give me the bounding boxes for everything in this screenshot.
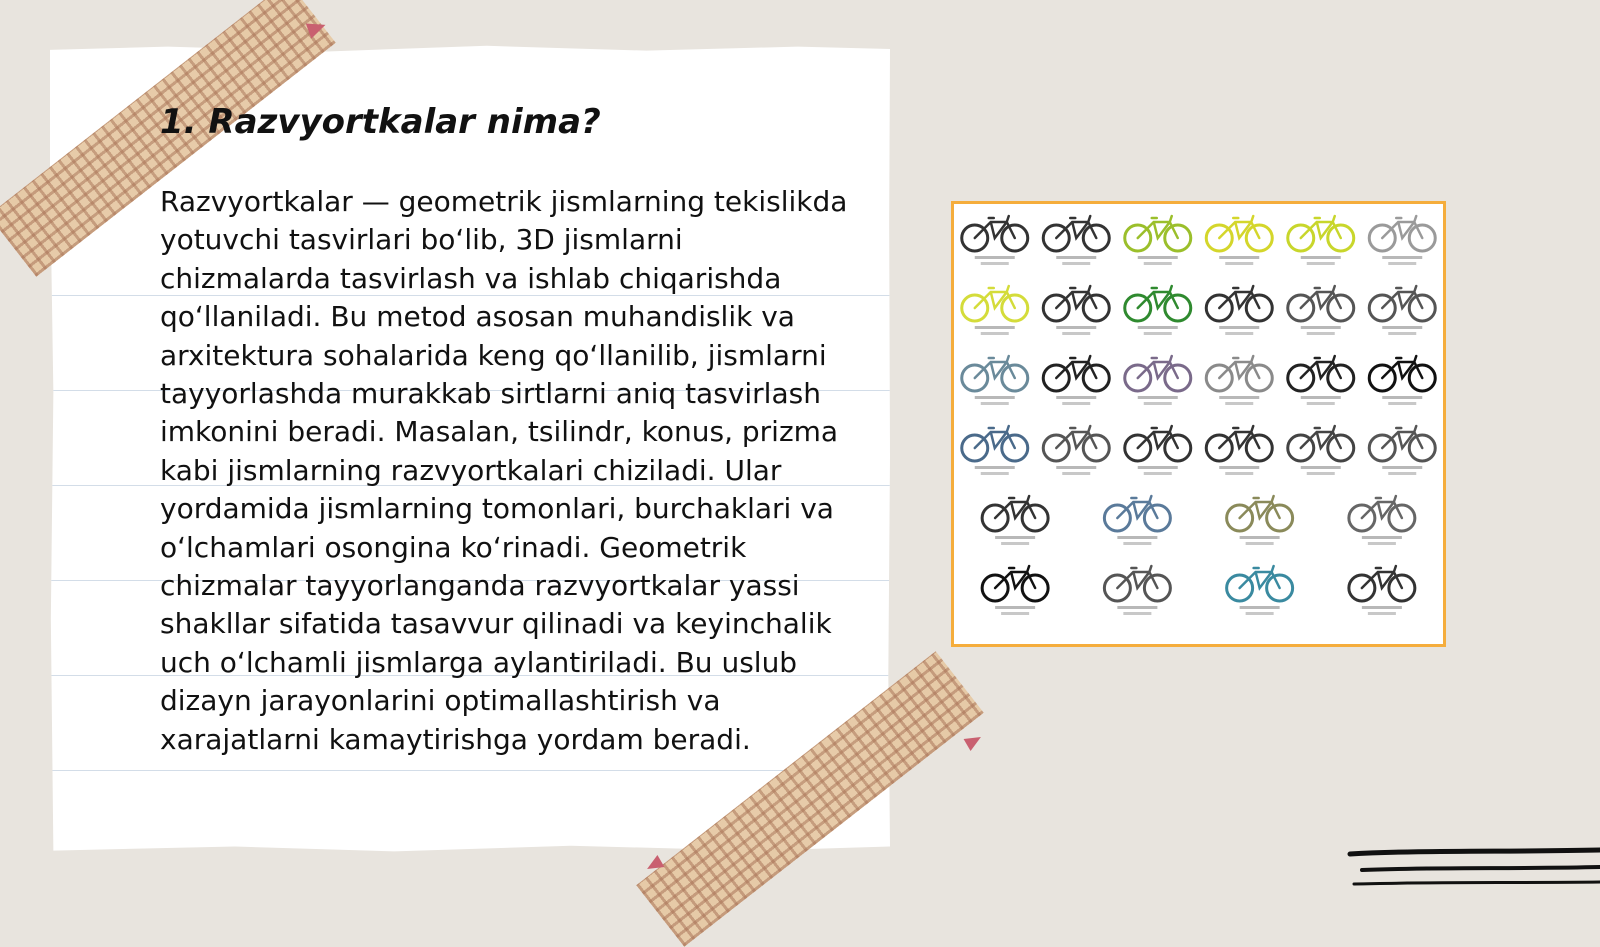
caption-mark xyxy=(975,326,1015,329)
caption-mark xyxy=(1388,472,1416,475)
bicycle-icon xyxy=(1369,426,1435,475)
bicycle-icon xyxy=(1125,356,1191,405)
caption-mark xyxy=(975,466,1015,469)
bicycle-icon xyxy=(1125,426,1191,475)
bicycle-icon xyxy=(1288,426,1354,475)
caption-mark xyxy=(975,396,1015,399)
caption-mark xyxy=(981,262,1009,265)
caption-mark xyxy=(1382,466,1422,469)
bicycle-icon xyxy=(1206,356,1272,405)
bicycle-icon xyxy=(1043,216,1109,265)
caption-mark xyxy=(1056,466,1096,469)
caption-mark xyxy=(1362,606,1402,609)
bicycle-icon xyxy=(1288,286,1354,335)
caption-mark xyxy=(1123,612,1151,615)
caption-mark xyxy=(1144,402,1172,405)
bicycle-icon xyxy=(1288,356,1354,405)
caption-mark xyxy=(1144,332,1172,335)
caption-mark xyxy=(1062,402,1090,405)
caption-mark xyxy=(1240,606,1280,609)
caption-mark xyxy=(1382,256,1422,259)
caption-mark xyxy=(1246,612,1274,615)
caption-mark xyxy=(1138,396,1178,399)
caption-mark xyxy=(1307,472,1335,475)
bicycle-icon xyxy=(1104,566,1170,615)
bicycle-icon xyxy=(1206,426,1272,475)
bicycle-icon xyxy=(962,356,1028,405)
caption-mark xyxy=(1056,256,1096,259)
caption-mark xyxy=(1388,262,1416,265)
caption-mark xyxy=(1117,536,1157,539)
caption-mark xyxy=(1225,402,1253,405)
pin-marker-bottom xyxy=(964,731,985,751)
caption-mark xyxy=(1307,332,1335,335)
caption-mark xyxy=(1062,472,1090,475)
caption-mark xyxy=(1388,402,1416,405)
slide-title: 1. Razvyortkalar nima? xyxy=(160,102,601,142)
caption-mark xyxy=(1301,326,1341,329)
caption-mark xyxy=(1001,542,1029,545)
caption-mark xyxy=(1144,262,1172,265)
bicycle-icon xyxy=(1369,286,1435,335)
caption-mark xyxy=(1307,262,1335,265)
caption-mark xyxy=(1368,612,1396,615)
caption-mark xyxy=(1362,536,1402,539)
bicycle-icon xyxy=(962,216,1028,265)
caption-mark xyxy=(981,472,1009,475)
caption-mark xyxy=(1138,256,1178,259)
caption-mark xyxy=(1225,332,1253,335)
caption-mark xyxy=(1388,332,1416,335)
caption-mark xyxy=(1225,472,1253,475)
bicycle-icon xyxy=(982,566,1048,615)
bicycle-icon xyxy=(1104,496,1170,545)
bicycle-icon xyxy=(1349,496,1415,545)
brush-stroke-decoration xyxy=(1340,840,1600,900)
bicycle-icon xyxy=(962,426,1028,475)
caption-mark xyxy=(1225,262,1253,265)
caption-mark xyxy=(1138,466,1178,469)
bicycle-icon xyxy=(1125,286,1191,335)
caption-mark xyxy=(1246,542,1274,545)
bicycle-icon xyxy=(1288,216,1354,265)
slide-body-text: Razvyortkalar — geometrik jismlarning tekislikda yotuvchi tasvirlari boʻlib, 3D jismlarni chizmalarda tasvirlash va ishlab chiqarishda qoʻllaniladi. Bu metod asosan muhandislik va arxitektura sohalarida keng qoʻllanilib, jismlarni tayyorlashda murakkab sirtlarni aniq tasvirlash imkonini beradi. Masalan, tsilindr, konus, prizma kabi jismlarning razvyortkalari chiziladi. Ular yordamida jismlarning tomonlari, burchaklari va oʻlchamlari osongina koʻrinadi. Geometrik chizmalar tayyorlanganda razvyortkalar yassi shakllar sifatida tasavvur qilinadi va keyinchalik uch oʻlchamli jismlarga aylantiriladi. Bu uslub dizayn jarayonlarini optimallashtirish va xarajatlarni kamaytirishga yordam beradi. xyxy=(160,185,848,756)
caption-mark xyxy=(995,536,1035,539)
bicycle-icon xyxy=(1369,216,1435,265)
caption-mark xyxy=(1301,396,1341,399)
caption-mark xyxy=(1219,326,1259,329)
ruled-line xyxy=(50,770,890,771)
bicycle-types-image xyxy=(951,201,1446,647)
bicycle-icon xyxy=(1349,566,1415,615)
caption-mark xyxy=(1240,536,1280,539)
caption-mark xyxy=(1062,262,1090,265)
caption-mark xyxy=(995,606,1035,609)
caption-mark xyxy=(1368,542,1396,545)
caption-mark xyxy=(1219,466,1259,469)
bicycle-icon xyxy=(1369,356,1435,405)
bicycle-icon xyxy=(1125,216,1191,265)
bicycle-icon xyxy=(1227,566,1293,615)
caption-mark xyxy=(1144,472,1172,475)
caption-mark xyxy=(1056,326,1096,329)
bicycle-icon xyxy=(1043,286,1109,335)
caption-mark xyxy=(1219,256,1259,259)
bicycle-icon xyxy=(1043,426,1109,475)
bicycle-icon xyxy=(1206,216,1272,265)
bicycle-icon xyxy=(1206,286,1272,335)
caption-mark xyxy=(1123,542,1151,545)
caption-mark xyxy=(1062,332,1090,335)
bicycle-icon xyxy=(1043,356,1109,405)
caption-mark xyxy=(1307,402,1335,405)
caption-mark xyxy=(1301,466,1341,469)
bicycle-icon xyxy=(962,286,1028,335)
caption-mark xyxy=(975,256,1015,259)
caption-mark xyxy=(981,332,1009,335)
caption-mark xyxy=(1382,396,1422,399)
caption-mark xyxy=(1382,326,1422,329)
bicycle-icon xyxy=(982,496,1048,545)
bicycle-icon xyxy=(1227,496,1293,545)
caption-mark xyxy=(1219,396,1259,399)
caption-mark xyxy=(1117,606,1157,609)
caption-mark xyxy=(981,402,1009,405)
caption-mark xyxy=(1138,326,1178,329)
bicycle-grid-illustration xyxy=(954,204,1443,644)
caption-mark xyxy=(1001,612,1029,615)
caption-mark xyxy=(1301,256,1341,259)
caption-mark xyxy=(1056,396,1096,399)
